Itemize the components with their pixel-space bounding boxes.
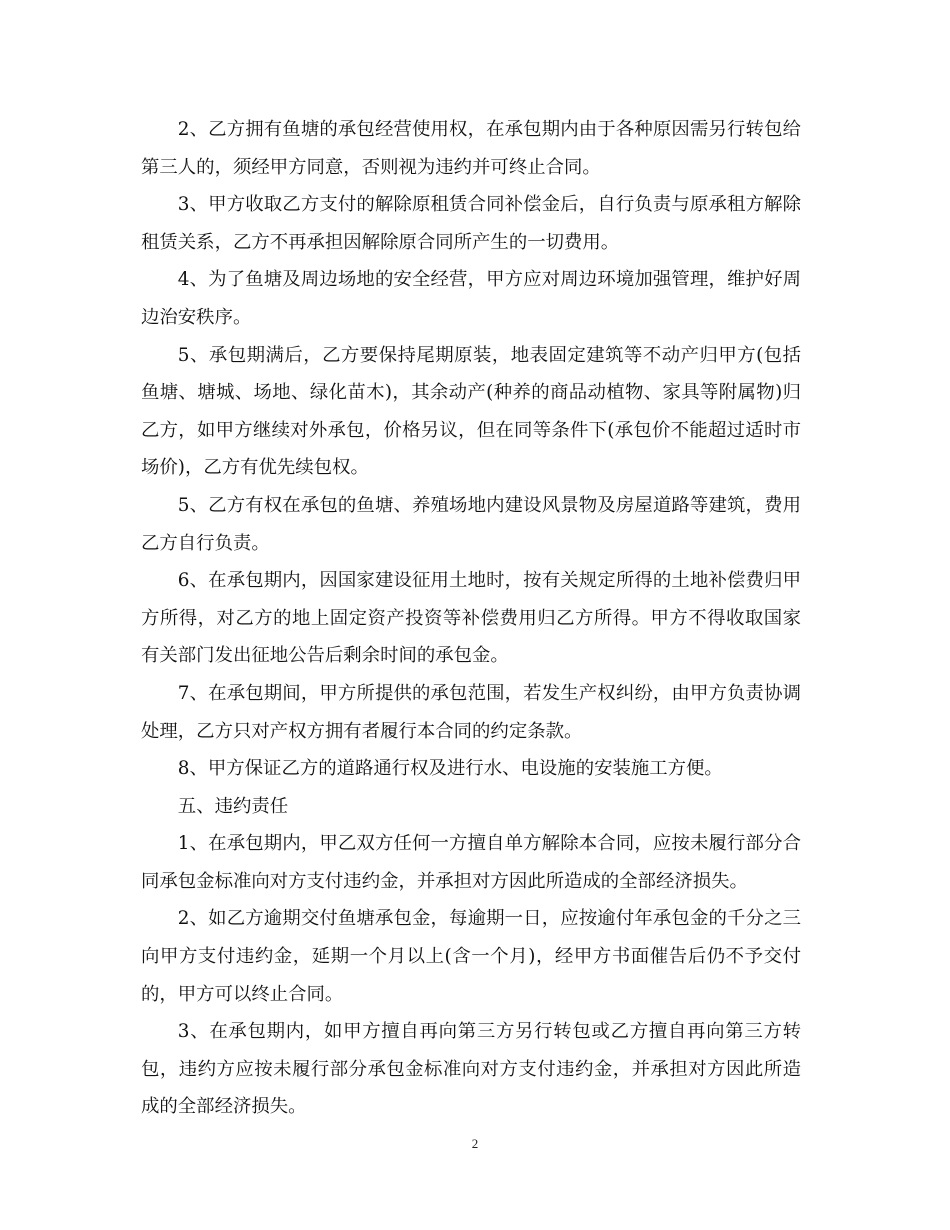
clause-5-expiry: 5、承包期满后，乙方要保持尾期原装，地表固定建筑等不动产归甲方(包括鱼塘、塘城、场地、绿化苗木)，其余动产(种养的商品动植物、家具等附属物)归乙方，如甲方继续对外承包，价格另议，但在同等条件下(承包价不能超过适时市场价)，乙方有优先续包权。 — [141, 344, 801, 479]
document-body — [141, 111, 801, 1126]
breach-clause-2: 2、如乙方逾期交付鱼塘承包金，每逾期一日，应按逾付年承包金的千分之三向甲方支付违约金，延期一个月以上(含一个月)，经甲方书面催告后仍不予交付的，甲方可以终止合同。 — [141, 908, 801, 1005]
clause-7-dispute: 7、在承包期间，甲方所提供的承包范围，若发生产权纠纷，由甲方负责协调处理，乙方只对产权方拥有者履行本合同的约定条款。 — [141, 682, 801, 742]
clause-6-expropriation: 6、在承包期内，因国家建设征用土地时，按有关规定所得的土地补偿费归甲方所得，对乙方的地上固定资产投资等补偿费用归乙方所得。甲方不得收取国家有关部门发出征地公告后剩余时间的承包金。 — [141, 570, 801, 667]
clause-8-access: 8、甲方保证乙方的道路通行权及进行水、电设施的安装施工方便。 — [177, 758, 723, 780]
page-number: 2 — [471, 1136, 479, 1151]
section-heading-breach: 五、违约责任 — [177, 795, 289, 817]
clause-5-construction: 5、乙方有权在承包的鱼塘、养殖场地内建设风景物及房屋道路等建筑，费用乙方自行负责。 — [141, 494, 801, 554]
breach-clause-3: 3、在承包期内，如甲方擅自再向第三方另行转包或乙方擅自再向第三方转包，违约方应按未履行部分承包金标准向对方支付违约金，并承担对方因此所造成的全部经济损失。 — [141, 1021, 801, 1118]
clause-3-compensation: 3、甲方收取乙方支付的解除原租赁合同补偿金后，自行负责与原承租方解除租赁关系，乙方不再承担因解除原合同所产生的一切费用。 — [141, 194, 801, 253]
clause-4-security: 4、为了鱼塘及周边场地的安全经营，甲方应对周边环境加强管理，维护好周边治安秩序。 — [141, 269, 801, 328]
breach-clause-1: 1、在承包期内，甲乙双方任何一方擅自单方解除本合同，应按未履行部分合同承包金标准向对方支付违约金，并承担对方因此所造成的全部经济损失。 — [141, 833, 801, 892]
clause-2-sublease: 2、乙方拥有鱼塘的承包经营使用权，在承包期内由于各种原因需另行转包给第三人的，须经甲方同意，否则视为违约并可终止合同。 — [141, 119, 801, 178]
